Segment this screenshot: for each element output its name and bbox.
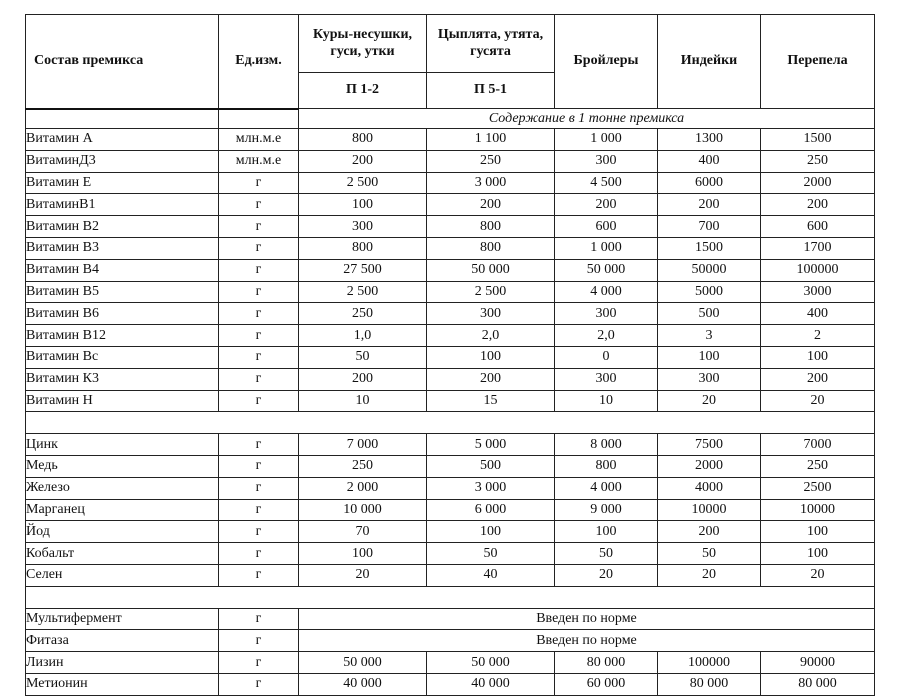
table-row [26,325,875,347]
row-value: 250 [427,150,555,172]
row-value: 100 [761,521,875,543]
row-value: 90000 [761,652,875,674]
row-value: 100 [555,521,658,543]
subheader-blank [26,109,219,129]
row-value: 200 [427,194,555,216]
row-unit: г [219,630,299,652]
row-value: 6000 [658,172,761,194]
row-value: 20 [299,564,427,586]
row-unit: г [219,172,299,194]
row-value: 1 000 [555,237,658,259]
row-value: 50 000 [427,259,555,281]
row-value: 1700 [761,237,875,259]
table-row [26,129,875,151]
row-value: 700 [658,216,761,238]
row-name: Витамин Вс [26,346,219,368]
row-unit: г [219,434,299,456]
row-value: 300 [555,303,658,325]
table-row [26,390,875,412]
row-value: 5 000 [427,434,555,456]
row-value: 6 000 [427,499,555,521]
row-value: 200 [761,368,875,390]
row-unit: г [219,325,299,347]
row-value: 2,0 [555,325,658,347]
spacer-row [26,586,875,608]
row-name: Цинк [26,434,219,456]
row-name: Витамин В5 [26,281,219,303]
row-unit: г [219,194,299,216]
row-value: 500 [427,455,555,477]
row-unit: г [219,346,299,368]
row-value: 100 [761,543,875,565]
row-unit: г [219,303,299,325]
row-name: Йод [26,521,219,543]
row-value: 50000 [658,259,761,281]
table-row [26,652,875,674]
row-value: 7500 [658,434,761,456]
table-row [26,368,875,390]
row-value: 5000 [658,281,761,303]
row-value: 7 000 [299,434,427,456]
row-unit: г [219,477,299,499]
row-name: Витамин В6 [26,303,219,325]
row-value: 4 000 [555,477,658,499]
row-name: Марганец [26,499,219,521]
table-row [26,150,875,172]
row-value: 2 000 [299,477,427,499]
row-name: Метионин [26,673,219,695]
header-broilers: Бройлеры [555,15,658,109]
row-value: 800 [299,129,427,151]
row-value: 100 [761,346,875,368]
header-composition: Состав премикса [26,15,219,109]
row-value: 100 [299,543,427,565]
row-value: 7000 [761,434,875,456]
row-value: 400 [658,150,761,172]
table-row [26,499,875,521]
row-value: 800 [299,237,427,259]
row-value: 10 000 [299,499,427,521]
row-name: Кобальт [26,543,219,565]
row-value: 10000 [658,499,761,521]
table-row [26,346,875,368]
row-unit: г [219,673,299,695]
row-value: 2000 [761,172,875,194]
row-unit: г [219,543,299,565]
header-hens: Куры-несушки, гуси, утки [299,15,427,73]
row-value: 1 100 [427,129,555,151]
row-value: 1500 [761,129,875,151]
row-value: 9 000 [555,499,658,521]
row-value: 80 000 [761,673,875,695]
table-row [26,194,875,216]
row-value: 100 [658,346,761,368]
row-unit: г [219,455,299,477]
row-value: 3000 [761,281,875,303]
row-value: 2000 [658,455,761,477]
row-unit: г [219,652,299,674]
row-value: 4000 [658,477,761,499]
table-row [26,608,875,630]
table-row [26,216,875,238]
header-chicks: Цыплята, утята, гусята [427,15,555,73]
row-value: 20 [658,390,761,412]
row-name: Витамин В3 [26,237,219,259]
row-value: 20 [658,564,761,586]
row-value: 2500 [761,477,875,499]
row-value: 200 [427,368,555,390]
row-name: Фитаза [26,630,219,652]
row-name: Витамин В2 [26,216,219,238]
subheader-content: Содержание в 1 тонне премикса [299,109,875,129]
table-row [26,564,875,586]
row-value: 70 [299,521,427,543]
row-value: 1300 [658,129,761,151]
row-value: 200 [555,194,658,216]
row-value: 800 [555,455,658,477]
row-value: 600 [555,216,658,238]
row-value: 500 [658,303,761,325]
row-unit: г [219,368,299,390]
row-value: 100 [427,521,555,543]
row-value: 2 500 [299,172,427,194]
row-value: 80 000 [555,652,658,674]
row-value: 60 000 [555,673,658,695]
row-name: Витамин Н [26,390,219,412]
table-row [26,281,875,303]
code-chicks: П 5-1 [427,73,555,109]
row-value: 250 [761,150,875,172]
row-value: 10000 [761,499,875,521]
row-unit: г [219,259,299,281]
header-turkeys: Индейки [658,15,761,109]
row-value: 100 [427,346,555,368]
spacer-cell [26,412,875,434]
row-value: 2,0 [427,325,555,347]
row-value: 2 500 [427,281,555,303]
row-value: 300 [299,216,427,238]
row-value: 50 [299,346,427,368]
row-value: 250 [299,455,427,477]
row-unit: г [219,237,299,259]
table-row [26,521,875,543]
table-row [26,673,875,695]
row-value: 250 [299,303,427,325]
row-value: 100 [299,194,427,216]
row-unit: г [219,216,299,238]
row-value: 200 [299,150,427,172]
premix-table [25,14,875,696]
row-value: 200 [761,194,875,216]
row-name: Витамин К3 [26,368,219,390]
row-value: 600 [761,216,875,238]
row-name: Витамин Е [26,172,219,194]
row-value: 3 [658,325,761,347]
row-name: ВитаминB1 [26,194,219,216]
row-unit: г [219,390,299,412]
row-value: 40 [427,564,555,586]
row-value: 10 [555,390,658,412]
row-value: 200 [299,368,427,390]
merged-value: Введен по норме [299,630,875,652]
table-row [26,455,875,477]
row-value: 4 500 [555,172,658,194]
row-value: 200 [658,521,761,543]
row-value: 20 [761,564,875,586]
row-value: 300 [555,368,658,390]
row-value: 50 [427,543,555,565]
row-value: 10 [299,390,427,412]
row-value: 50 [555,543,658,565]
row-value: 3 000 [427,477,555,499]
code-hens: П 1-2 [299,73,427,109]
table-row [26,172,875,194]
row-value: 20 [555,564,658,586]
table-row [26,259,875,281]
row-value: 50 000 [299,652,427,674]
row-value: 800 [427,216,555,238]
row-name: Лизин [26,652,219,674]
header-quails: Перепела [761,15,875,109]
subheader-blank [219,109,299,129]
spacer-row [26,412,875,434]
row-name: Мультифермент [26,608,219,630]
row-name: Медь [26,455,219,477]
row-unit: г [219,608,299,630]
row-value: 300 [658,368,761,390]
merged-value: Введен по норме [299,608,875,630]
row-value: 800 [427,237,555,259]
row-value: 2 500 [299,281,427,303]
row-value: 250 [761,455,875,477]
table-row [26,434,875,456]
table-row [26,630,875,652]
row-value: 1,0 [299,325,427,347]
row-value: 20 [761,390,875,412]
row-unit: млн.м.е [219,129,299,151]
table-row [26,237,875,259]
row-unit: г [219,521,299,543]
row-value: 4 000 [555,281,658,303]
row-value: 50 000 [555,259,658,281]
row-unit: г [219,564,299,586]
row-name: Витамин В4 [26,259,219,281]
row-unit: г [219,499,299,521]
row-value: 40 000 [299,673,427,695]
header-unit: Ед.изм. [219,15,299,109]
row-value: 0 [555,346,658,368]
spacer-cell [26,586,875,608]
row-name: ВитаминД3 [26,150,219,172]
row-value: 27 500 [299,259,427,281]
row-value: 2 [761,325,875,347]
row-value: 50 000 [427,652,555,674]
table-row [26,477,875,499]
row-unit: г [219,281,299,303]
row-value: 300 [427,303,555,325]
table-row [26,303,875,325]
row-value: 80 000 [658,673,761,695]
row-value: 100000 [761,259,875,281]
row-value: 3 000 [427,172,555,194]
row-name: Витамин А [26,129,219,151]
row-value: 300 [555,150,658,172]
row-name: Железо [26,477,219,499]
row-value: 15 [427,390,555,412]
row-value: 1500 [658,237,761,259]
row-value: 1 000 [555,129,658,151]
row-value: 100000 [658,652,761,674]
row-name: Селен [26,564,219,586]
table-row [26,543,875,565]
row-value: 200 [658,194,761,216]
row-value: 50 [658,543,761,565]
row-value: 400 [761,303,875,325]
row-unit: млн.м.е [219,150,299,172]
row-value: 8 000 [555,434,658,456]
row-name: Витамин В12 [26,325,219,347]
row-value: 40 000 [427,673,555,695]
